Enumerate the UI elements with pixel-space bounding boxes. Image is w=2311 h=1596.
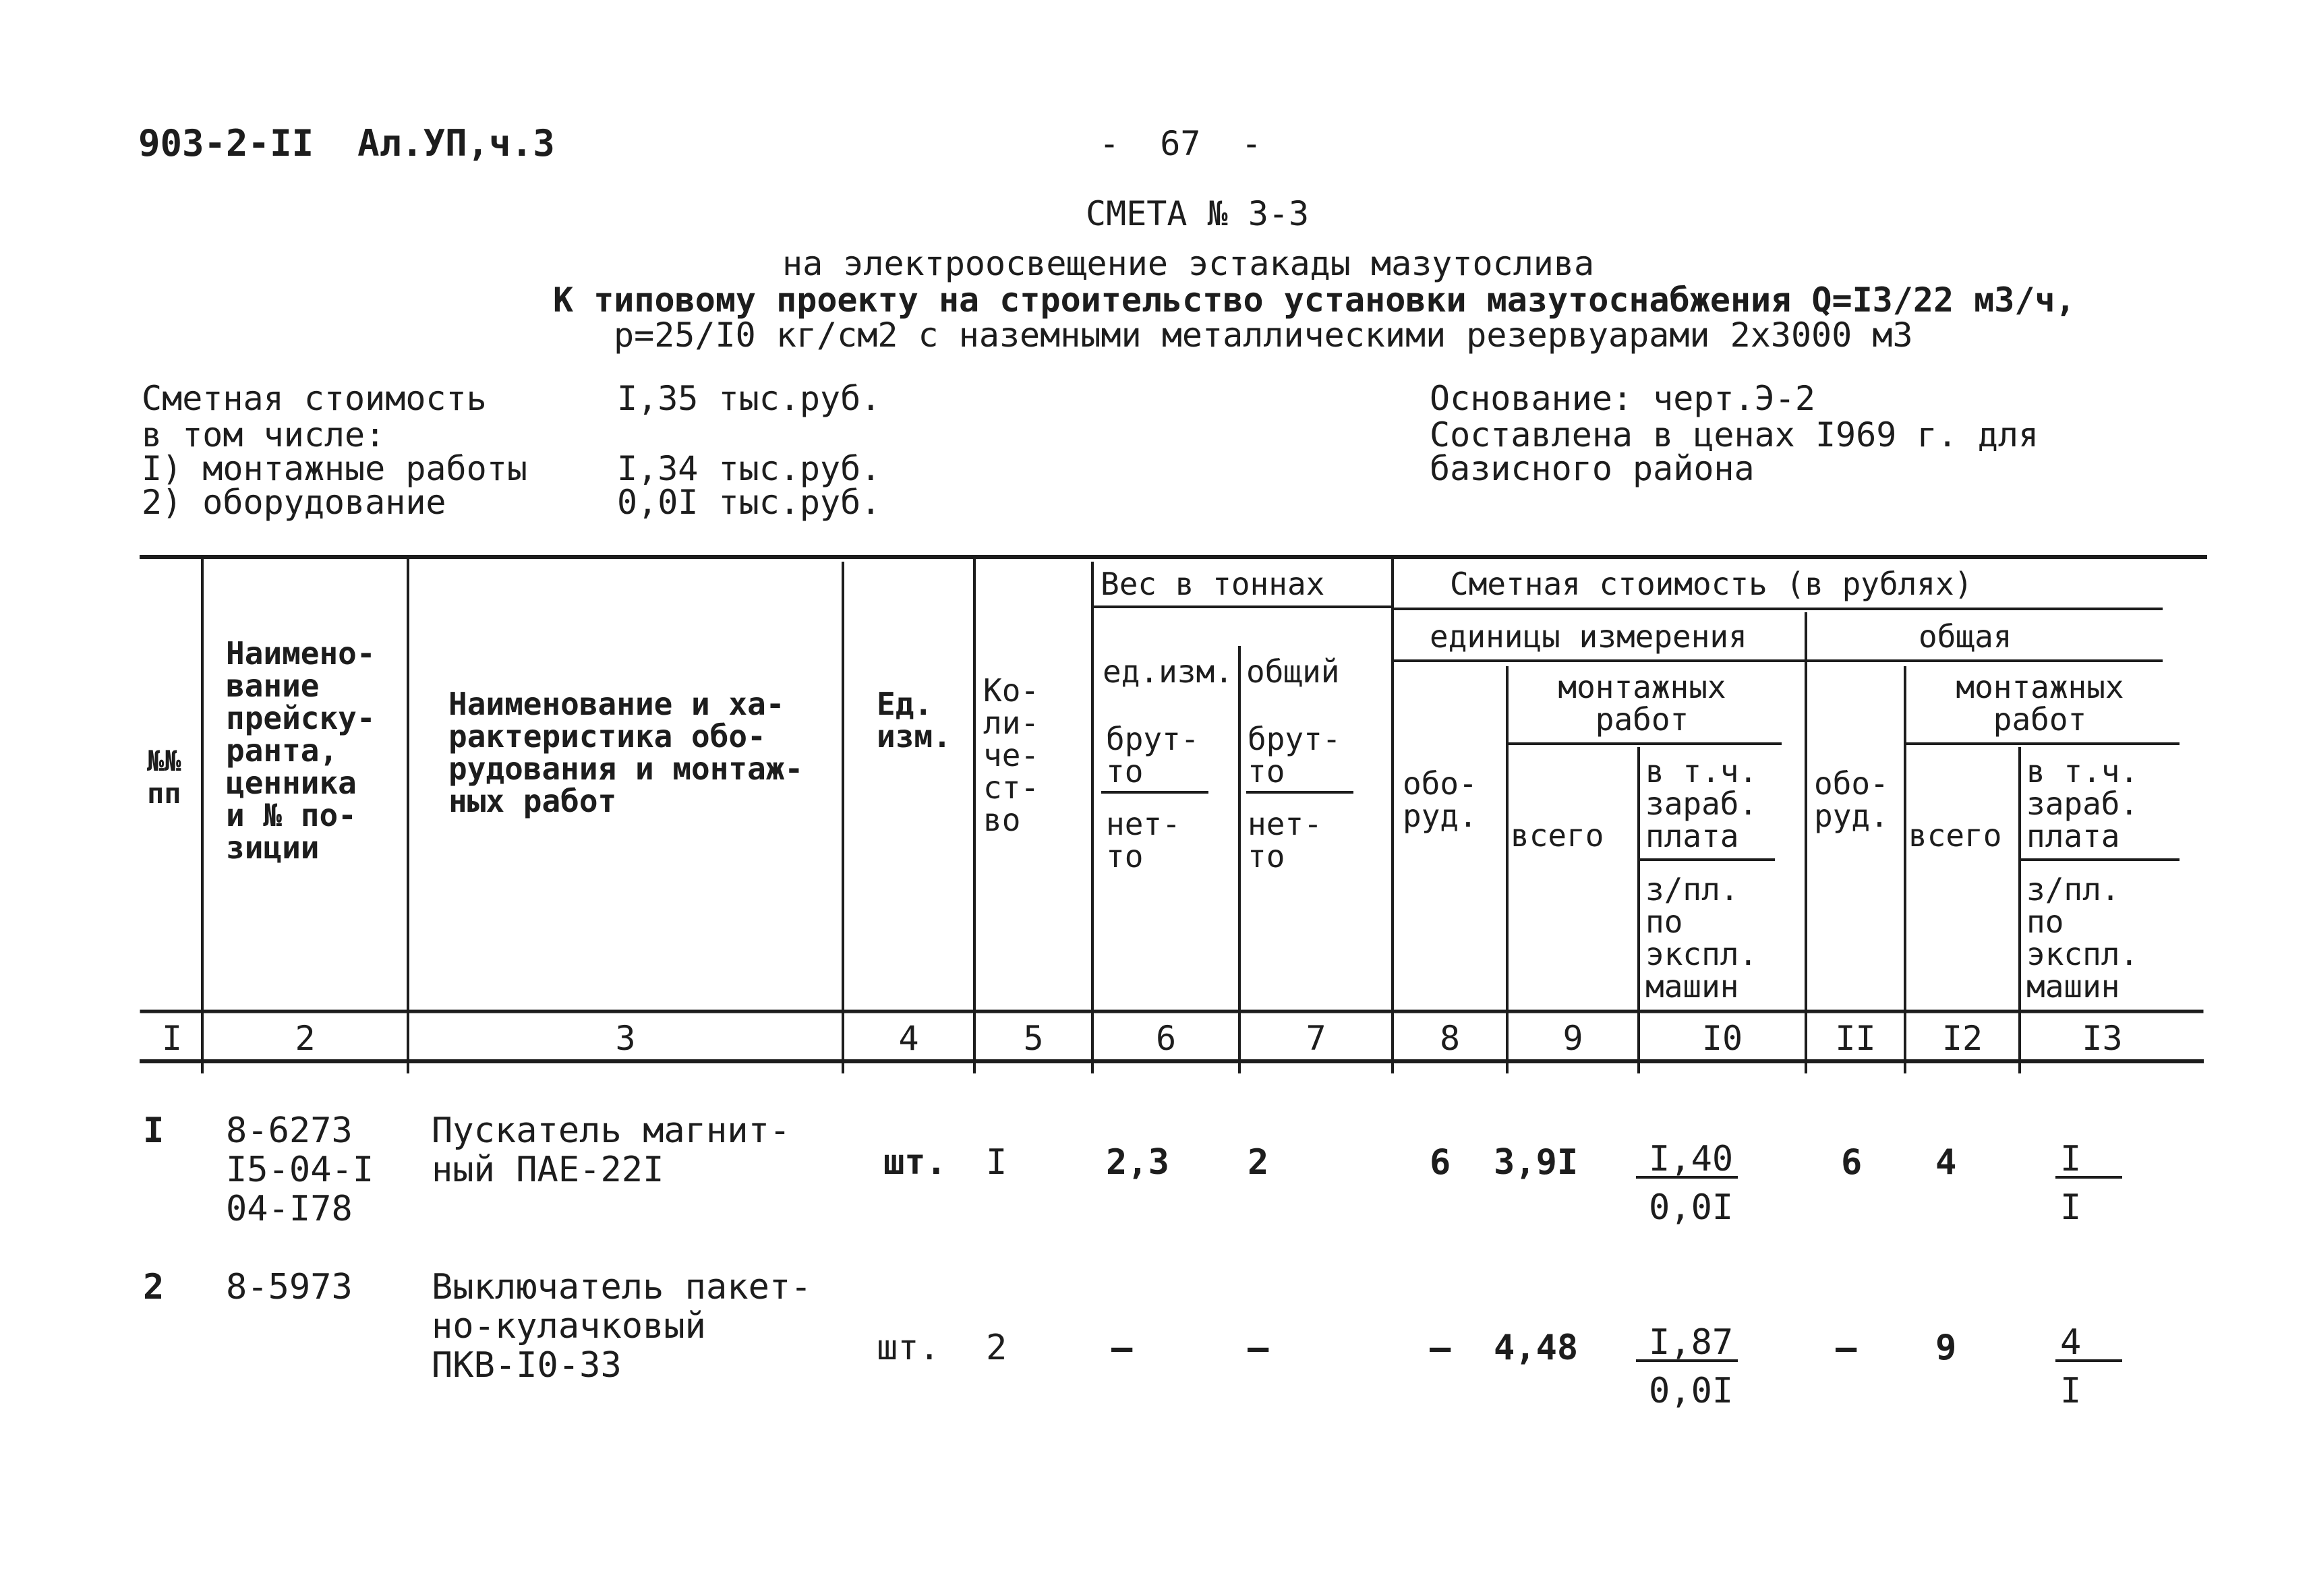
column-number: 9 [1562,1019,1583,1058]
row-2-weight-unit: – [1111,1328,1133,1368]
row-1-total-wage: I [2060,1139,2082,1179]
prices-text-1: Составлена в ценах I969 г. для [1430,415,2039,454]
row-2-name: Выключатель пакет- но-кулачковый ПКВ-I0-33 [432,1267,812,1386]
header-total-mounting: монтажных работ [1956,669,2124,738]
header-weight-unit-netto: нет- то [1106,806,1181,875]
column-number: 8 [1439,1019,1461,1058]
basis-text: Основание: черт.Э-2 [1430,379,1815,418]
row-1-number: I [143,1111,165,1151]
title-line-1: на электроосвещение эстакады мазутослива [782,244,1595,283]
row-1-unit-wage: I,40 [1649,1139,1734,1179]
row-1-name: Пускатель магнит- ный ПАЕ-22I [432,1111,791,1190]
row-2-weight-total: – [1248,1328,1269,1368]
row-1-total-mounting-total: 4 [1935,1142,1957,1183]
row-1-unit: шт. [883,1142,947,1183]
header-quantity: Ко- ли- че- ст- во [983,672,1040,838]
row-2-unit: шт. [877,1328,940,1368]
header-row-number: №№ пп [147,744,181,810]
header-unit-machine-wage: з/пл. по экспл. машин [1645,871,1758,1005]
including-label: в том числе: [142,415,386,454]
column-number: 5 [1023,1019,1044,1058]
header-unit-mounting-total: всего [1511,817,1604,854]
cost-value: I,35 тыс.руб. [617,379,881,418]
title-line-2: К типовому проекту на строительство установки мазутоснабжения Q=I3/22 м3/ч, [553,280,2076,320]
column-number: 7 [1306,1019,1326,1058]
header-unit: Ед. изм. [877,686,952,755]
prices-text-2: базисного района [1430,449,1755,488]
header-unit-wage: в т.ч. зараб. плата [1645,753,1758,854]
header-weight-group: Вес в тоннах [1101,566,1325,602]
row-2-unit-mounting-total: 4,48 [1494,1328,1579,1368]
row-1-unit-machine-wage: 0,0I [1649,1187,1734,1228]
row-1-pricelist: 8-6273 I5-04-I 04-I78 [226,1111,374,1229]
header-weight-total-netto: нет- то [1248,806,1322,875]
row-2-unit-equipment: – [1430,1328,1451,1368]
header-cost-per-unit: единицы измерения [1430,618,1747,655]
row-1-quantity: I [986,1142,1007,1183]
column-number: II [1835,1019,1876,1058]
row-1-total-machine-wage: I [2060,1187,2082,1228]
row-1-weight-unit: 2,3 [1106,1142,1169,1183]
header-weight-unit: ед.изм. [1103,653,1233,690]
column-number: I0 [1701,1019,1743,1058]
header-pricelist: Наимено- вание прейску- ранта, ценника и № по- зиции [226,635,376,866]
cost-label: Сметная стоимость [142,379,487,418]
row-2-total-equipment: – [1836,1328,1857,1368]
page-number: - 67 - [1099,124,1262,163]
header-total-equipment: обо- руд. [1814,765,1889,834]
column-number: I [161,1019,183,1058]
header-equipment-name: Наименование и ха- рактеристика обо- рудования и монтаж- ных работ [448,686,804,819]
row-2-pricelist: 8-5973 [226,1267,353,1307]
column-number: I3 [2082,1019,2123,1058]
row-2-unit-wage: I,87 [1649,1322,1734,1363]
equipment-label: 2) оборудование [142,483,446,522]
header-weight-unit-brutto: брут- то [1106,721,1200,790]
document-code: 903-2-II Ал.УП,ч.3 [138,122,555,165]
row-2-unit-machine-wage: 0,0I [1649,1371,1734,1411]
column-number: 2 [295,1019,316,1058]
estimate-heading: СМЕТА № 3-3 [1086,194,1310,233]
header-weight-total: общий [1246,653,1340,690]
column-number: 4 [898,1019,919,1058]
row-2-total-machine-wage: I [2060,1371,2082,1411]
header-unit-mounting: монтажных работ [1558,669,1726,738]
title-line-3: p=25/I0 кг/см2 с наземными металлическими резервуарами 2х3000 м3 [614,316,1913,355]
header-cost-total: общая [1919,618,2012,655]
row-2-number: 2 [143,1267,165,1307]
row-2-total-wage: 4 [2060,1322,2082,1363]
row-1-total-equipment: 6 [1841,1142,1863,1183]
column-number: 3 [615,1019,636,1058]
row-1-weight-total: 2 [1248,1142,1269,1183]
mounting-label: I) монтажные работы [142,449,527,488]
header-weight-total-brutto: брут- то [1248,721,1341,790]
header-total-machine-wage: з/пл. по экспл. машин [2026,871,2139,1005]
mounting-value: I,34 тыс.руб. [617,449,881,488]
row-1-unit-equipment: 6 [1430,1142,1451,1183]
row-2-total-mounting-total: 9 [1935,1328,1957,1368]
column-number: 6 [1155,1019,1177,1058]
header-cost-group: Сметная стоимость (в рублях) [1450,566,1973,602]
column-number: I2 [1941,1019,1983,1058]
row-1-unit-mounting-total: 3,9I [1494,1142,1579,1183]
header-unit-equipment: обо- руд. [1403,765,1478,834]
row-2-quantity: 2 [986,1328,1007,1368]
header-total-mounting-total: всего [1908,817,2002,854]
header-total-wage: в т.ч. зараб. плата [2026,753,2139,854]
equipment-value: 0,0I тыс.руб. [617,483,881,522]
